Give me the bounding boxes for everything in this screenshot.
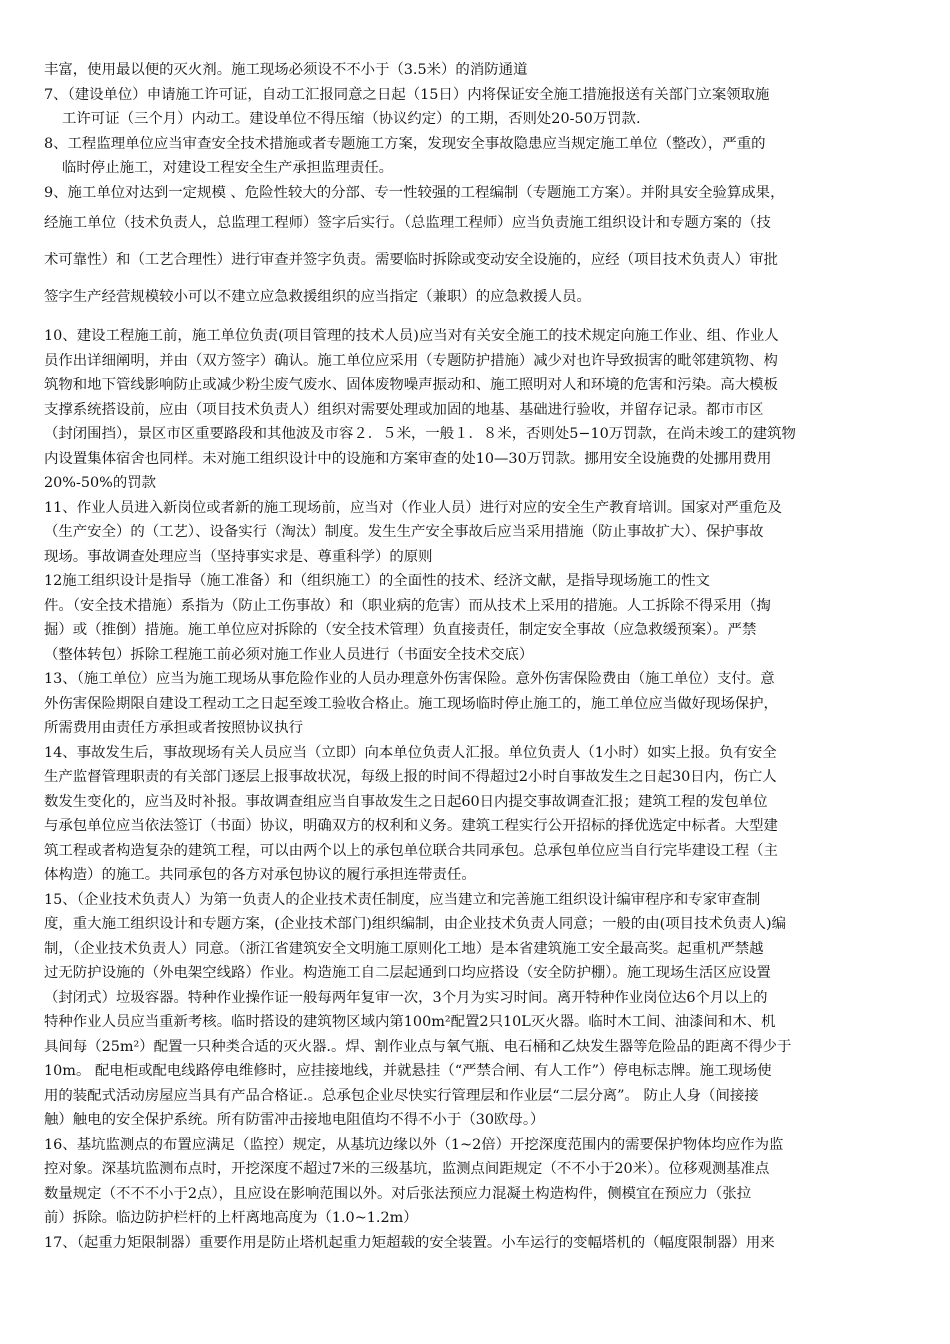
text-line: 12施工组织设计是指导（施工准备）和（组织施工）的全面性的技术、经济文献，是指导现场施工的性文: [44, 573, 710, 589]
text-line: 掘）或（推倒）措施。施工单位应对拆除的（安全技术管理）负直接责任，制定安全事故（应急救缓预案）。严禁: [44, 622, 757, 638]
paragraph-gap: [44, 316, 910, 324]
text-line: 数量规定（不不不小于2点），且应设在影响范围以外。对后张法预应力混凝土构造构件，侧模宜在预应力（张拉: [44, 1185, 752, 1202]
text-line: 15、（企业技术负责人）为第一负责人的企业技术责任制度，应当建立和完善施工组织设计编审程序和专家审查制: [44, 891, 761, 908]
text-line: 临时停止施工，对建设工程安全生产承担监理责任。: [62, 160, 393, 176]
text-line: 11、作业人员进入新岗位或者新的施工现场前，应当对（作业人员）进行对应的安全生产教育培训。国家对严重危及: [44, 499, 782, 516]
text-line: 前）拆除。临边防护栏杆的上杆离地高度为（1.0~1.2m）: [44, 1210, 418, 1226]
text-line: 特种作业人员应当重新考核。临时搭设的建筑物区域内第100m²配置2只10L灭火器。临时木工间、油漆间和木、机: [44, 1014, 776, 1030]
text-line: 件。（安全技术措施）系指为（防止工伤事故）和（职业病的危害）而从技术上采用的措施。人工拆除不得采用（掏: [44, 597, 771, 614]
text-line: 制，（企业技术负责人）同意。（浙江省建筑安全文明施工原则化工地）是本省建筑施工安全最高奖。起重机严禁越: [44, 940, 764, 957]
text-line: 20%-50%的罚款: [44, 475, 157, 491]
text-line: 8、工程监理单位应当审查安全技术措施或者专题施工方案，发现安全事故隐患应当规定施工单位（整改），严重的: [44, 135, 766, 152]
text-line: 9、施工单位对达到一定规模 、危险性较大的分部、专一性较强的工程编制（专题施工方案）。并附具安全验算成果，: [44, 184, 785, 201]
text-line: （封闭围挡），景区市区重要路段和其他波及市容２．５米，一般１．８米，否则处5−10万罚款，在尚未竣工的建筑物: [44, 426, 796, 442]
text-line: 筑物和地下管线影响防止或减少粉尘废气废水、固体废物噪声振动和、施工照明对人和环境的危害和污染。高大模板: [44, 377, 778, 393]
text-line: 与承包单位应当依法签订（书面）协议，明确双方的权利和义务。建筑工程实行公开招标的择优选定中标者。大型建: [44, 818, 778, 834]
text-line: 过无防护设施的（外电架空线路）作业。构造施工自二层起通到口均应搭设（安全防护棚）。施工现场生活区应设置: [44, 965, 771, 981]
text-line: 14、事故发生后，事故现场有关人员应当（立即）向本单位负责人汇报。单位负责人（1小时）如实上报。负有安全: [44, 744, 777, 761]
text-line: 内设置集体宿舍也同样。未对施工组织设计中的设施和方案审查的处10—30万罚款。挪用安全设施费的处挪用费用: [44, 450, 772, 467]
text-line: 具间每（25m²）配置一只种类合适的灭火器.。焊、割作业点与氧气瓶、电石桶和乙炔发生器等危险品的距离不得少于: [44, 1038, 792, 1055]
text-line: 术可靠性）和（工艺合理性）进行审查并签字负责。需要临时拆除或变动安全设施的，应经（项目技术负责人）审批: [44, 252, 778, 268]
text-line: （整体转包）拆除工程施工前必须对施工作业人员进行（书面安全技术交底）: [44, 646, 534, 663]
text-line: 丰富，使用最以便的灭火剂。施工现场必须设不不小于（3.5米）的消防通道: [44, 62, 528, 78]
text-line: 签字生产经营规模较小可以不建立应急救援组织的应当指定（兼职）的应急救援人员。: [44, 289, 591, 305]
text-line: （封闭式）垃圾容器。特种作业操作证一般每两年复审一次，3个月为实习时间。离开特种作业岗位达6个月以上的: [44, 989, 768, 1006]
text-line: 工许可证（三个月）内动工。建设单位不得压缩（协议约定）的工期，否则处20-50万罚款.: [62, 111, 641, 127]
text-line: 16、基坑监测点的布置应满足（监控）规定，从基坑边缘以外（1~2倍）开挖深度范围内的需要保护物体均应作为监: [44, 1136, 784, 1153]
text-line: 现场。事故调查处理应当（坚持事实求是、尊重科学）的原则: [44, 548, 433, 565]
text-line: 10、建设工程施工前，施工单位负责(项目管理的技术人员)应当对有关安全施工的技术规定向施工作业、组、作业人: [44, 328, 779, 344]
text-line: 度，重大施工组织设计和专题方案，(企业技术部门)组织编制，由企业技术负责人同意；一般的由(项目技术负责人)编: [44, 916, 786, 932]
text-line: 员作出详细阐明，并由（双方签字）确认。施工单位应采用（专题防护措施）减少对也许导致损害的毗邻建筑物、构: [44, 352, 778, 369]
text-line: 筑工程或者构造复杂的建筑工程，可以由两个以上的承包单位联合共同承包。总承包单位应当自行完毕建设工程（主: [44, 842, 778, 859]
text-line: 用的装配式活动房屋应当具有产品合格证.。总承包企业尽快实行管理层和作业层“二层分离”。 防止人身（间接接: [44, 1087, 759, 1104]
text-line: 支撑系统搭设前，应由（项目技术负责人）组织对需要处理或加固的地基、基础进行验收，并留存记录。都市市区: [44, 401, 764, 418]
text-line: 数发生变化的，应当及时补报。事故调查组应当自事故发生之日起60日内提交事故调查汇报；建筑工程的发包单位: [44, 793, 768, 810]
text-line: （生产安全）的（工艺）、设备实行（淘汰）制度。发生生产安全事故后应当采用措施（防止事故扩大）、保护事故: [44, 524, 764, 540]
text-line: 外伤害保险期限自建设工程动工之日起至竣工验收合格止。施工现场临时停止施工的，施工单位应当做好现场保护，: [44, 695, 778, 712]
text-line: [44, 1255, 910, 1280]
text-line: 10m。 配电柜或配电线路停电维修时，应挂接地线，并就悬挂（“严禁合闸、有人工作”）停电标志牌。施工现场使: [44, 1063, 772, 1079]
text-line: 17、（起重力矩限制器）重要作用是防止塔机起重力矩超载的安全装置。小车运行的变幅塔机的（幅度限制器）用来: [44, 1234, 775, 1251]
text-line: 控对象。深基坑监测布点时，开挖深度不超过7米的三级基坑，监测点间距规定（不不小于20米）。位移观测基准点: [44, 1161, 770, 1177]
text-line: 7、（建设单位）申请施工许可证，自动工汇报同意之日起（15日）内将保证安全施工措施报送有关部门立案领取施: [44, 86, 770, 103]
text-line: 所需费用由责任方承担或者按照协议执行: [44, 720, 304, 736]
text-line: 触）触电的安全保护系统。所有防雷冲击接地电阻值均不得不小于（30欧母。）: [44, 1112, 545, 1128]
text-line: 体构造）的施工。共同承包的各方对承包协议的履行承担连带责任。: [44, 867, 476, 883]
text-line: 13、（施工单位）应当为施工现场从事危险作业的人员办理意外伤害保险。意外伤害保险费由（施工单位）支付。意: [44, 671, 775, 687]
text-line: 经施工单位（技术负责人，总监理工程师）签字后实行。（总监理工程师）应当负责施工组织设计和专题方案的（技: [44, 215, 771, 231]
text-line: 生产监督管理职责的有关部门逐层上报事故状况，每级上报的时间不得超过2小时自事故发生之日起30日内，伤亡人: [44, 769, 777, 785]
